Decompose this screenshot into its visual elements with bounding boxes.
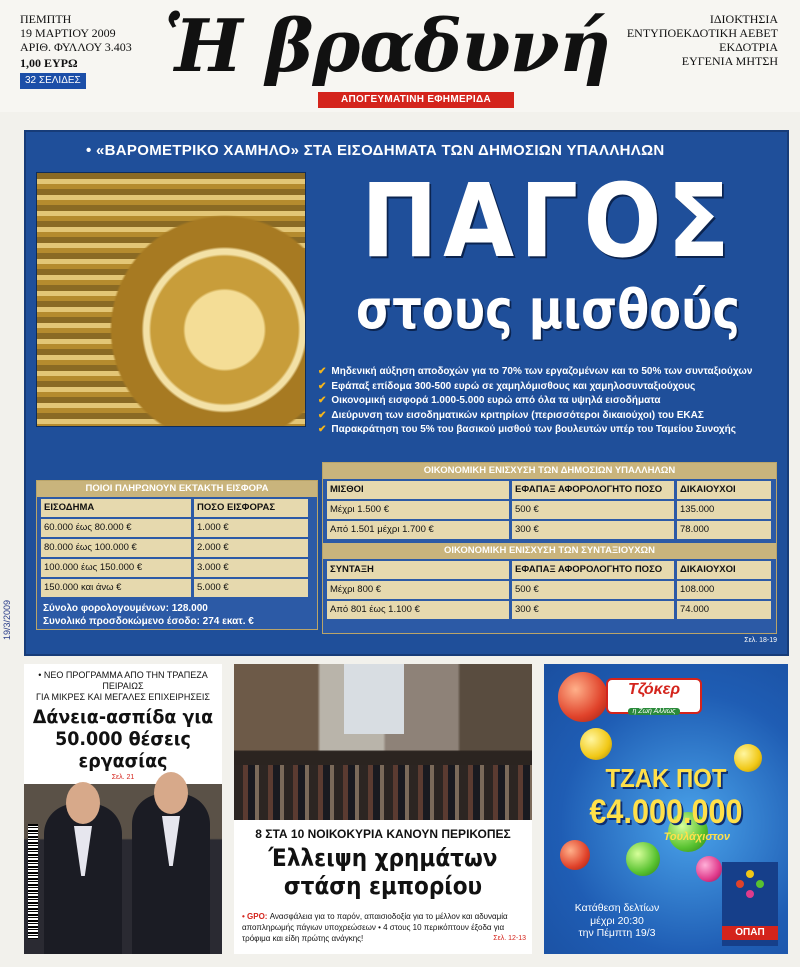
- pension-table-title: ΟΙΚΟΝΟΜΙΚΗ ΕΝΙΣΧΥΣΗ ΤΩΝ ΣΥΝΤΑΞΙΟΥΧΩΝ: [323, 543, 776, 559]
- jackpot-minimum: Τουλάχιστον: [663, 831, 730, 843]
- lottery-ball-icon: [580, 728, 612, 760]
- column-header: ΕΦΑΠΑΞ ΑΦΟΡΟΛΟΓΗΤΟ ΠΟΣΟ: [512, 481, 674, 499]
- masthead: [0, 0, 800, 112]
- lead-bullets: [318, 365, 788, 438]
- table-row: [327, 581, 772, 599]
- loans-headline[interactable]: Δάνεια-ασπίδα για 50.000 θέσεις εργασίας: [32, 706, 214, 772]
- table-cell: Μέχρι 1.500 €: [327, 501, 509, 519]
- table-cell: Μέχρι 800 €: [327, 581, 509, 599]
- table-row: [327, 501, 772, 519]
- table-cell: 1.000 €: [194, 519, 308, 537]
- civil-table-title: ΟΙΚΟΝΟΜΙΚΗ ΕΝΙΣΧΥΣΗ ΤΩΝ ΔΗΜΟΣΙΩΝ ΥΠΑΛΛΗΛΩΝ: [323, 463, 776, 479]
- publisher-name: ΕΥΓΕΝΙΑ ΜΗΤΣΗ: [681, 54, 778, 68]
- support-tables: [322, 462, 777, 634]
- person-figure: [132, 794, 210, 954]
- table-row: [41, 559, 313, 577]
- table-cell: 80.000 έως 100.000 €: [41, 539, 191, 557]
- bullet-text: Οικονομική εισφορά 1.000-5.000 ευρώ από όλα τα υψηλά εισοδήματα: [331, 395, 661, 406]
- summary-text: Ανασφάλεια για το παρόν, απαισιοδοξία για το μέλλον και αδυναμία αποπληρωμής πάγιων υποχρεώσεων • 4 στους 10 περικόπτουν έξοδα για τρόφιμα και είδη πρώτης ανάγκης!: [242, 912, 508, 943]
- table-header-row: [327, 481, 772, 499]
- jackpot-label: ΤΖΑΚ ΠΟΤ: [605, 763, 727, 793]
- lottery-ball-icon: [558, 672, 608, 722]
- deadline-line: Κατάθεση δελτίων: [574, 902, 660, 914]
- jackpot-amount: €4.000.000: [589, 793, 743, 831]
- table-cell: 74.000: [677, 601, 771, 619]
- bullet-item: [318, 380, 788, 395]
- table-row: [41, 539, 313, 557]
- opap-wordmark: ΟΠΑΠ: [722, 926, 778, 940]
- table-cell: 78.000: [677, 521, 771, 539]
- lead-headline[interactable]: ΠΑΓΟΣ: [360, 162, 736, 281]
- check-icon: ✔: [318, 380, 327, 392]
- bullet-item: [318, 409, 788, 424]
- owner-name: ΕΝΤΥΠΟΕΚΔΟΤΙΚΗ ΑΕΒΕΤ: [626, 26, 778, 40]
- ticket-deadline: [552, 902, 682, 940]
- bullet-item: [318, 394, 788, 409]
- deadline-line: την Πέμπτη 19/3: [578, 927, 656, 939]
- table-cell: 300 €: [512, 601, 674, 619]
- lead-kicker: • «ΒΑΡΟΜΕΤΡΙΚΟ ΧΑΜΗΛΟ» ΣΤΑ ΕΙΣΟΔΗΜΑΤΑ ΤΩΝ ΔΗΜΟΣΙΩΝ ΥΠΑΛΛΗΛΩΝ: [86, 142, 665, 159]
- table-cell: Από 1.501 μέχρι 1.700 €: [327, 521, 509, 539]
- opap-logo: [722, 862, 778, 946]
- bullet-text: Μηδενική αύξηση αποδοχών για το 70% των εργαζομένων και το 50% των συνταξιούχων: [331, 366, 753, 377]
- shopping-summary: [242, 911, 524, 944]
- joker-ad[interactable]: [544, 664, 788, 954]
- street-crowd-photo: [234, 664, 532, 820]
- source-label: • GPO:: [242, 912, 268, 921]
- euro-coins-photo: [36, 172, 306, 427]
- tax-table-footer: [37, 599, 317, 628]
- bankers-photo: [24, 784, 222, 954]
- check-icon: ✔: [318, 424, 327, 435]
- bullet-text: Διεύρυνση των εισοδηματικών κριτηρίων (περισσότεροι δικαιούχοι) του ΕΚΑΣ: [331, 409, 704, 421]
- lottery-ball-icon: [626, 842, 660, 876]
- bullet-text: Εφάπαξ επίδομα 300-500 ευρώ σε χαμηλόμισθους και χαμηλοσυνταξιούχους: [331, 380, 696, 392]
- column-header: ΔΙΚΑΙΟΥΧΟΙ: [677, 561, 771, 579]
- expected-revenue: Συνολικό προσδοκώμενο έσοδο: 274 εκατ. €: [43, 616, 254, 627]
- table-cell: 500 €: [512, 501, 674, 519]
- newspaper-tagline: ΑΠΟΓΕΥΜΑΤΙΝΗ ΕΦΗΜΕΡΙΔΑ: [318, 92, 514, 108]
- table-cell: 150.000 και άνω €: [41, 579, 191, 597]
- table-cell: 108.000: [677, 581, 771, 599]
- opap-star-icon: [736, 870, 764, 898]
- person-figure: [44, 804, 122, 954]
- table-cell: 3.000 €: [194, 559, 308, 577]
- loans-page-ref[interactable]: Σελ. 21: [111, 774, 135, 781]
- lead-page-ref[interactable]: Σελ. 18-19: [744, 637, 777, 644]
- table-row: [327, 521, 772, 539]
- joker-brand: Τζόκερ: [627, 681, 681, 698]
- barcode: [28, 824, 38, 939]
- loans-kicker-line: ΓΙΑ ΜΙΚΡΕΣ ΚΑΙ ΜΕΓΑΛΕΣ ΕΠΙΧΕΙΡΗΣΕΙΣ: [36, 692, 210, 702]
- lottery-ball-icon: [696, 856, 722, 882]
- bullet-item: [318, 365, 788, 380]
- column-header: ΠΟΣΟ ΕΙΣΦΟΡΑΣ: [194, 499, 308, 517]
- check-icon: ✔: [318, 366, 327, 377]
- publisher-label: ΕΚΔΟΤΡΙΑ: [719, 40, 778, 54]
- table-cell: 500 €: [512, 581, 674, 599]
- issue-day: ΠΕΜΠΤΗ: [20, 12, 72, 26]
- table-cell: Από 801 έως 1.100 €: [327, 601, 509, 619]
- shopping-story[interactable]: [234, 664, 532, 954]
- date-stamp: 19/3/2009: [2, 600, 12, 641]
- column-header: ΕΙΣΟΔΗΜΑ: [41, 499, 191, 517]
- table-cell: 300 €: [512, 521, 674, 539]
- column-header: ΔΙΚΑΙΟΥΧΟΙ: [677, 481, 771, 499]
- tax-table-title: ΠΟΙΟΙ ΠΛΗΡΩΝΟΥΝ ΕΚΤΑΚΤΗ ΕΙΣΦΟΡΑ: [37, 481, 317, 497]
- check-icon: ✔: [318, 409, 327, 421]
- column-header: ΜΙΣΘΟΙ: [327, 481, 509, 499]
- publisher-info: [627, 12, 778, 68]
- owner-label: ΙΔΙΟΚΤΗΣΙΑ: [709, 12, 778, 26]
- lead-headline-sub[interactable]: στους μισθούς: [356, 278, 740, 341]
- shopping-kicker: 8 ΣΤΑ 10 ΝΟΙΚΟΚΥΡΙΑ ΚΑΝΟΥΝ ΠΕΡΙΚΟΠΕΣ: [255, 827, 511, 841]
- bullet-text: Παρακράτηση του 5% του βασικού μισθού των βουλευτών υπέρ του Ταμείου Συνοχής: [331, 424, 736, 435]
- pages-badge: 32 ΣΕΛΙΔΕΣ: [20, 73, 86, 89]
- table-cell: 100.000 έως 150.000 €: [41, 559, 191, 577]
- table-row: [41, 579, 313, 597]
- issue-info: [20, 12, 132, 89]
- table-cell: 135.000: [677, 501, 771, 519]
- newspaper-logo[interactable]: Ἡ βραδυνή: [163, 3, 611, 88]
- taxpayers-total: Σύνολο φορολογουμένων: 128.000: [43, 603, 208, 614]
- deadline-line: μέχρι 20:30: [590, 914, 644, 927]
- check-icon: ✔: [318, 395, 327, 406]
- table-row: [41, 519, 313, 537]
- table-cell: 60.000 έως 80.000 €: [41, 519, 191, 537]
- issue-number: ΑΡΙΘ. ΦΥΛΛΟΥ 3.403: [20, 40, 132, 54]
- loans-kicker: [24, 664, 222, 703]
- table-header-row: [41, 499, 313, 517]
- joker-logo: [606, 678, 702, 714]
- shopping-headline[interactable]: Έλλειψη χρημάτων στάση εμπορίου: [268, 844, 498, 900]
- joker-slogan: η Ζωή Αλλιώς: [628, 708, 679, 715]
- table-cell: 2.000 €: [194, 539, 308, 557]
- lottery-ball-icon: [560, 840, 590, 870]
- table-cell: 5.000 €: [194, 579, 308, 597]
- issue-date: 19 ΜΑΡΤΙΟΥ 2009: [20, 26, 116, 40]
- shopping-page-ref[interactable]: Σελ. 12-13: [493, 935, 526, 942]
- tax-table: [36, 480, 318, 630]
- loans-kicker-line: • ΝΕΟ ΠΡΟΓΡΑΜΜΑ ΑΠΟ ΤΗΝ ΤΡΑΠΕΖΑ ΠΕΙΡΑΙΩΣ: [38, 670, 208, 691]
- column-header: ΕΦΑΠΑΞ ΑΦΟΡΟΛΟΓΗΤΟ ΠΟΣΟ: [512, 561, 674, 579]
- table-header-row: [327, 561, 772, 579]
- bullet-item: [318, 423, 788, 438]
- table-row: [327, 601, 772, 619]
- column-header: ΣΥΝΤΑΞΗ: [327, 561, 509, 579]
- issue-price: 1,00 ΕΥΡΩ: [20, 56, 78, 70]
- lead-story[interactable]: [24, 130, 789, 656]
- loans-story[interactable]: [24, 664, 222, 954]
